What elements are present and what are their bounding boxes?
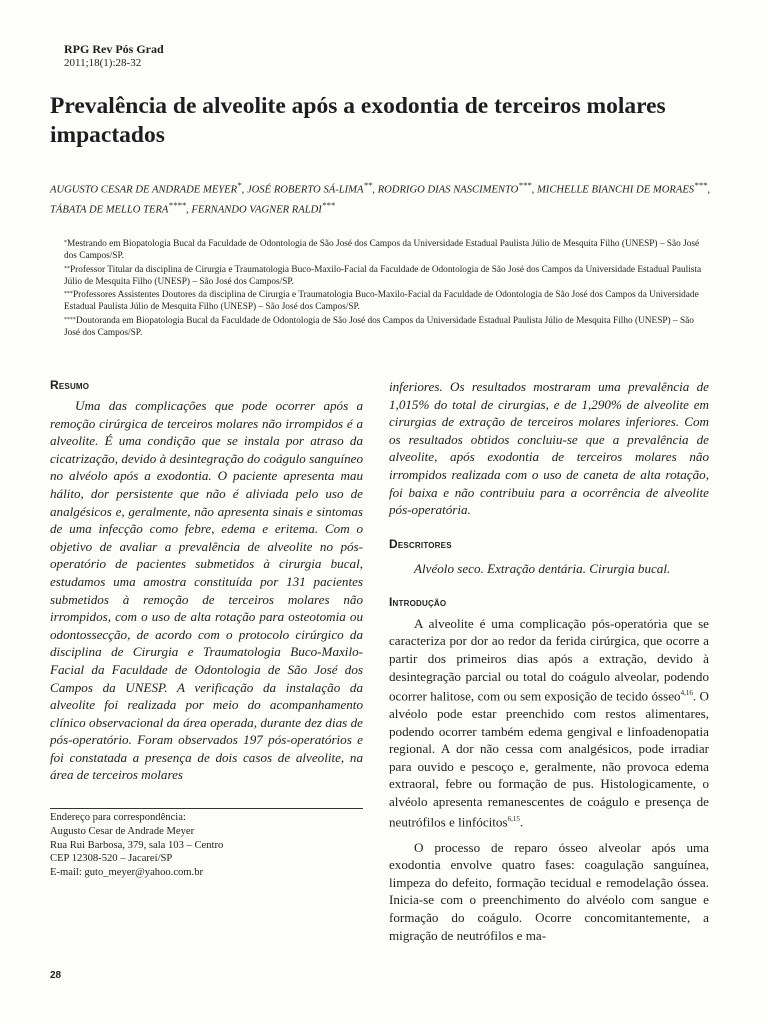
citation-ref: 6,15 xyxy=(507,814,520,823)
affiliation-mark: *** xyxy=(64,291,73,298)
author-separator: , xyxy=(241,184,247,196)
affiliation-text: Professor Titular da disciplina de Cirurgia e Traumatologia Buco-Maxilo-Facial da Faculdade de Odontologia de São José dos Campos da Universidade Estadual Paulista Júlio de Mesquita Filho (UNESP) – São José dos Campos/SP. xyxy=(64,264,702,287)
paragraph-text: . xyxy=(519,814,524,829)
correspondence-label: Endereço para correspondência: xyxy=(50,812,186,823)
affiliation-item xyxy=(64,264,710,289)
author-separator: , xyxy=(186,204,192,216)
author-name: TÁBATA DE MELLO TERA xyxy=(50,204,169,216)
author-list xyxy=(50,178,710,217)
affiliation-item xyxy=(64,315,710,340)
affiliation-mark: ** xyxy=(64,265,70,272)
introduction-paragraph: O processo de reparo ósseo alveolar após uma exodontia envolve quatro fases: coagulação sanguínea, limpeza do defeito, formação tecidual e remodelação óssea. Inicia-se com o preenchimento do alvéolo com sangue e formação do coágulo. Ocorre concomitantemente, a migração de neutrófilos e ma- xyxy=(389,839,709,943)
affiliation-mark: **** xyxy=(64,316,76,323)
footnote-divider xyxy=(50,808,363,809)
author-separator: , xyxy=(372,184,378,196)
correspondence-email: E-mail: guto_meyer@yahoo.com.br xyxy=(50,867,204,879)
author-mark: *** xyxy=(518,180,532,190)
affiliation-item xyxy=(64,238,710,263)
left-column xyxy=(50,378,363,784)
author-mark: *** xyxy=(694,180,708,190)
correspondence-city: CEP 12308-520 – Jacareí/SP xyxy=(50,853,173,865)
correspondence-street: Rua Rui Barbosa, 379, sala 103 – Centro xyxy=(50,839,224,851)
journal-name: RPG Rev Pós Grad xyxy=(64,42,164,56)
author-name: FERNANDO VAGNER RALDI xyxy=(191,204,322,216)
author-name: JOSÉ ROBERTO SÁ-LIMA xyxy=(246,184,364,196)
introduction-heading: Introdução xyxy=(389,594,447,609)
author-name: AUGUSTO CESAR DE ANDRADE MEYER xyxy=(50,184,238,196)
author-separator: , xyxy=(707,184,710,196)
descriptors-text: Alvéolo seco. Extração dentária. Cirurgia bucal. xyxy=(414,560,671,576)
affiliation-item xyxy=(64,289,710,314)
article-title: Prevalência de alveolite após a exodontia de terceiros molares impactados xyxy=(50,93,666,148)
abstract-text-continued: inferiores. Os resultados mostraram uma prevalência de 1,015% do total de cirurgias, e de 1,290% de alveolite em cirurgias de extração de terceiros molares inferiores. Com os resultados obtidos concluiu-se que a prevalência de alveolite, após exodontia de terceiros molares não irrompidos realizada com o uso de caneta de alta rotação, foi baixa e não contribuiu para a ocorrência de alveolite pós-operatória. xyxy=(389,379,709,518)
right-column xyxy=(389,378,709,944)
author-name: MICHELLE BIANCHI DE MORAES xyxy=(536,184,695,196)
paragraph-text: A alveolite é uma complicação pós-operatória que se caracteriza por dor ao redor da ferida cirúrgica, que ocorre a partir dos primeiros dias após a extração, devido à desintegração parcial ou total do coágulo alveolar, podendo ocorrer halitose, com ou sem exposição de tecido ósseo xyxy=(389,615,709,704)
page-number: 28 xyxy=(50,970,62,981)
author-mark: ** xyxy=(363,180,373,190)
descriptors-heading: Descritores xyxy=(389,536,452,551)
paragraph-text: . O alvéolo pode estar preenchido com restos alimentares, podendo ocorrer também edema gengival e linfoadenopatia regional. A dor não cessa com analgésicos, pode irradiar para ouvido e pescoço e, geralmente, não provoca edema extraoral, febre ou formação de pus. Histologicamente, o alvéolo apresenta remanescentes de coágulo e presença de neutrófilos e linfócitos xyxy=(389,688,709,829)
author-mark: * xyxy=(237,180,242,190)
author-mark: *** xyxy=(321,199,336,210)
affiliation-text: Doutoranda em Biopatologia Bucal da Faculdade de Odontologia de São José dos Campos da Universidade Estadual Paulista Júlio de Mesquita Filho (UNESP) – São José dos Campos/SP. xyxy=(64,315,694,339)
affiliation-mark: * xyxy=(64,240,67,246)
author-name: RODRIGO DIAS NASCIMENTO xyxy=(377,184,519,196)
correspondence-block xyxy=(50,811,363,880)
affiliation-text: Mestrando em Biopatologia Bucal da Faculdade de Odontologia de São José dos Campos da Universidade Estadual Paulista Júlio de Mesquita Filho (UNESP) – São José dos Campos/SP. xyxy=(64,239,700,262)
abstract-heading: Resumo xyxy=(50,378,90,392)
author-separator: , xyxy=(531,184,537,196)
journal-citation: 2011;18(1):28-32 xyxy=(64,57,142,69)
abstract-text: Uma das complicações que pode ocorrer após a remoção cirúrgica de terceiros molares não irrompidos é a alveolite. É uma condição que se instala por atraso da cicatrização, devido à desintegração do coágulo sanguíneo no alvéolo após a exodontia. O paciente apresenta mau hálito, dor persistente que não é aliviada pelo uso de analgésicos e, geralmente, não apresenta sinais e sintomas de uma infecção como febre, edema e eritema. Com o objetivo de avaliar a prevalência de alveolite no pós-operatório de pacientes submetidos à cirurgia bucal, estudamos uma amostra constituída por 131 pacientes submetidos à remoção de terceiros molares não irrompidos, com o uso de alta rotação para osteotomia ou odontossecção, de acordo com o protocolo cirúrgico da disciplina de Cirurgia e Traumatologia Buco-Maxilo-Facial da Faculdade de Odontologia de São José dos Campos da UNESP. A verificação da instalação da alveolite foi realizada por meio do acompanhamento clínico observacional da área operada, durante dez dias de pós-operatório. Foram observados 197 pós-operatórios e foi constatada a presença de dois casos de alveolite, na área de terceiros molares xyxy=(50,398,363,783)
affiliations xyxy=(64,238,710,339)
author-mark: **** xyxy=(168,199,187,210)
citation-ref: 4,16 xyxy=(680,689,693,698)
introduction-paragraph xyxy=(389,615,709,831)
affiliation-text: Professores Assistentes Doutores da disciplina de Cirurgia e Traumatologia Buco-Maxilo-Facial da Faculdade de Odontologia de São José dos Campos da Universidade Estadual Paulista Júlio de Mesquita Filho (UNESP) – São José dos Campos/SP. xyxy=(64,290,699,313)
correspondence-name: Augusto Cesar de Andrade Meyer xyxy=(50,825,195,837)
